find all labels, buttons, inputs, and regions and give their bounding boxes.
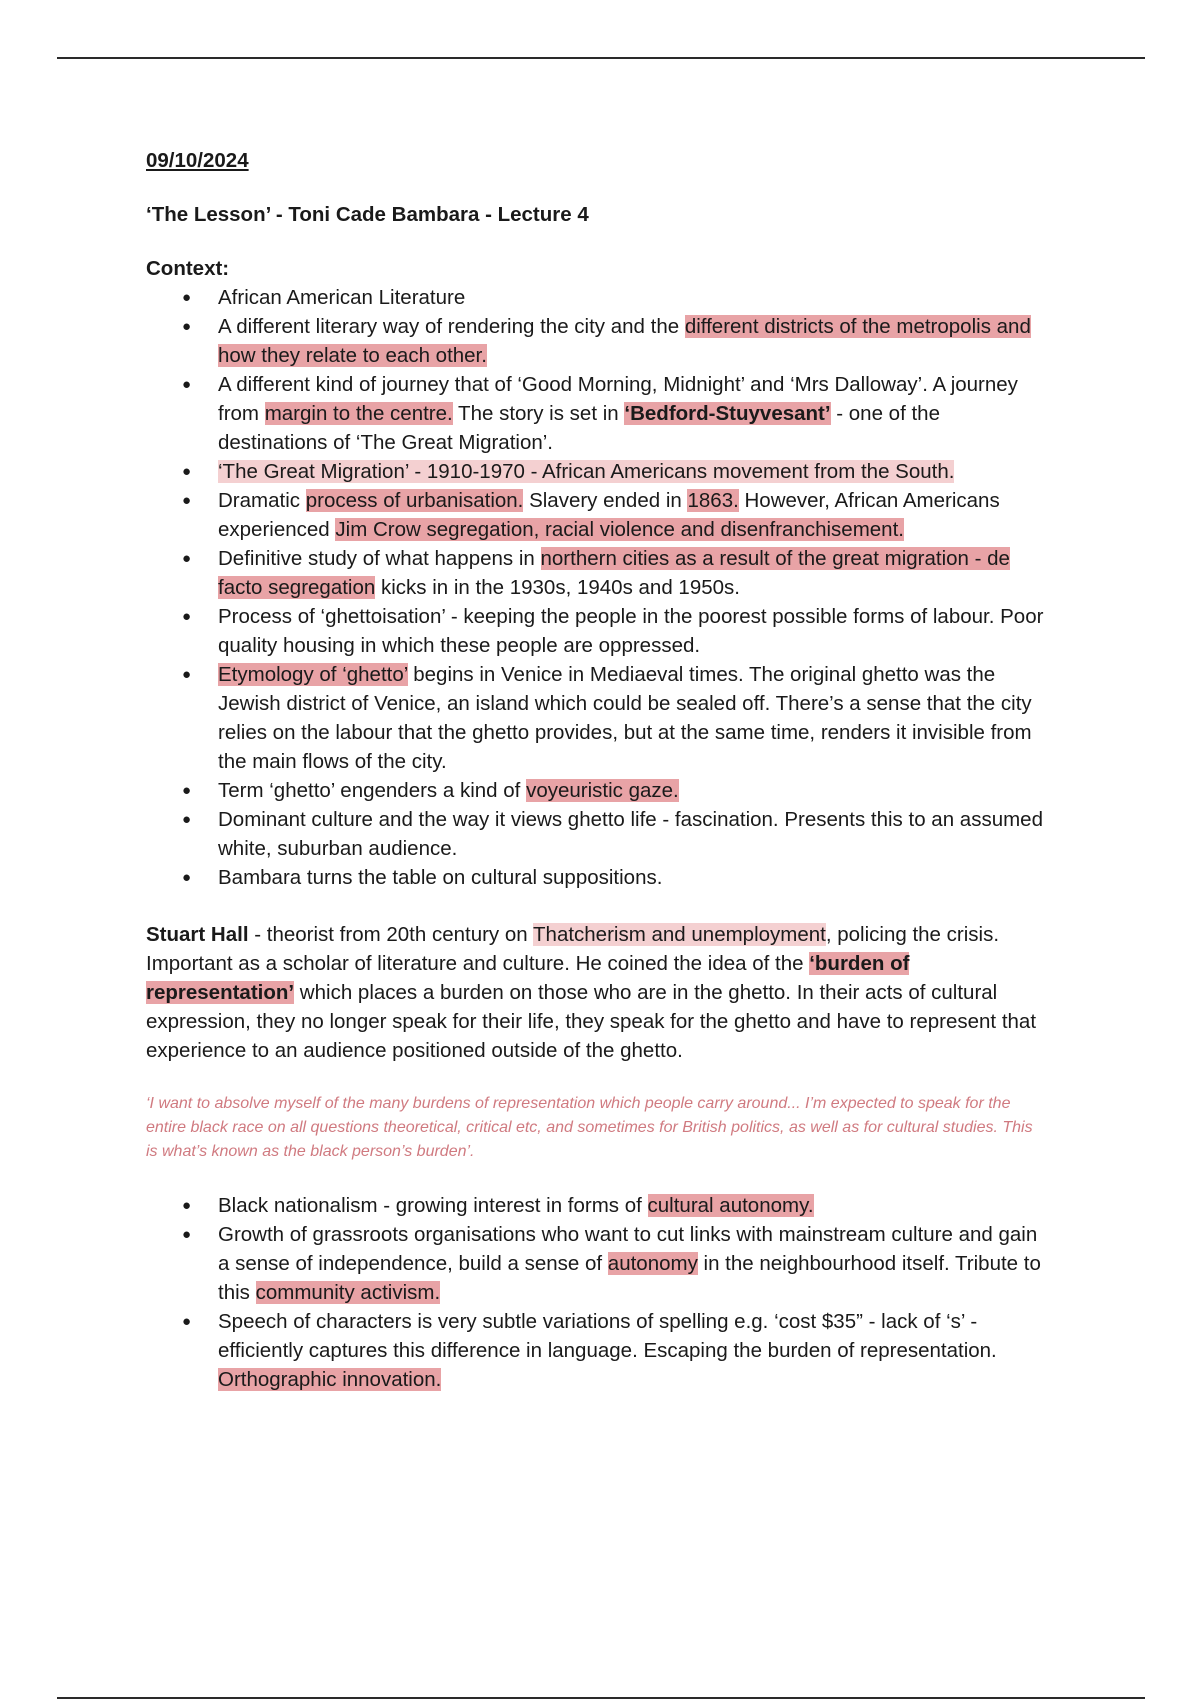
highlighted-text: process of urbanisation. xyxy=(305,489,524,512)
text-run: begins in Venice in Mediaeval times. The original ghetto was the Jewish district of Venice, an island which could be sealed off. There’s a sense that the city relies on the labour that the ghetto provides, but at the same time, renders it invisible from the main flows of the city. xyxy=(218,663,1032,773)
text-run: African American Literature xyxy=(218,286,466,309)
document-body xyxy=(146,146,1046,1394)
highlighted-text: autonomy xyxy=(607,1252,698,1275)
bullet-item xyxy=(218,486,1046,544)
bullet-item xyxy=(218,602,1046,660)
highlighted-text: different districts of the metropolis and how they relate to each other. xyxy=(218,315,1031,367)
text-run: Growth of grassroots organisations who want to cut links with mainstream culture and gain a sense of independence, build a sense of xyxy=(218,1223,1038,1275)
text-run: A different literary way of rendering the city and the xyxy=(218,315,685,338)
document-title: ‘The Lesson’ - Toni Cade Bambara - Lecture 4 xyxy=(146,203,589,226)
highlighted-text: Jim Crow segregation, racial violence and disenfranchisement. xyxy=(335,518,904,541)
highlighted-text: cultural autonomy. xyxy=(647,1194,814,1217)
text-run: Process of ‘ghettoisation’ - keeping the people in the poorest possible forms of labour. Poor quality housing in which these people are oppressed. xyxy=(218,605,1044,657)
bullet-item xyxy=(218,776,1046,805)
bullet-item xyxy=(218,457,1046,486)
text-run: Dramatic xyxy=(218,489,306,512)
highlighted-text: margin to the centre. xyxy=(264,402,453,425)
text-run: Bambara turns the table on cultural suppositions. xyxy=(218,866,663,889)
text-run: A different kind of journey that of ‘Good Morning, Midnight’ and ‘Mrs Dalloway’. A journey from xyxy=(218,373,1018,425)
context-list xyxy=(146,283,1046,892)
highlighted-text: ‘Bedford-Stuyvesant’ xyxy=(624,402,831,425)
bullet-item xyxy=(218,863,1046,892)
highlighted-text: northern cities as a result of the great migration - de facto segregation xyxy=(218,547,1010,599)
text-run: Dominant culture and the way it views ghetto life - fascination. Presents this to an assumed white, suburban audience. xyxy=(218,808,1043,860)
bullet-item xyxy=(218,283,1046,312)
highlighted-text: Orthographic innovation. xyxy=(218,1368,442,1391)
hall-quote: ‘I want to absolve myself of the many burdens of representation which people carry around... I’m expected to speak for the entire black race on all questions theoretical, critical etc, and sometimes for British politics, as well as for cultural studies. This is what’s known as the black person’s burden’. xyxy=(146,1095,1033,1160)
bullet-item xyxy=(218,312,1046,370)
bullet-item xyxy=(218,1307,1046,1394)
bullet-item xyxy=(218,805,1046,863)
text-run: Definitive study of what happens in xyxy=(218,547,541,570)
text-run: Black nationalism - growing interest in forms of xyxy=(218,1194,648,1217)
context-heading: Context: xyxy=(146,257,230,280)
bullet-item xyxy=(218,544,1046,602)
text-run: Term ‘ghetto’ engenders a kind of xyxy=(218,779,527,802)
top-rule xyxy=(57,57,1145,59)
bullet-item xyxy=(218,370,1046,457)
text-run: The story is set in xyxy=(452,402,625,425)
document-date: 09/10/2024 xyxy=(146,149,249,172)
text-run: which places a burden on those who are in the ghetto. In their acts of cultural expression, they no longer speak for their life, they speak for the ghetto and have to represent that experience to an audience positioned outside of the ghetto. xyxy=(146,981,1037,1062)
text-run: Slavery ended in xyxy=(523,489,688,512)
text-run: - one of the destinations of ‘The Great Migration’. xyxy=(218,402,940,454)
bullet-item xyxy=(218,1191,1046,1220)
text-run: - theorist from 20th century on xyxy=(248,923,534,946)
highlighted-text: ‘The Great Migration’ - 1910-1970 - African Americans movement from the South. xyxy=(218,460,955,483)
bullet-item xyxy=(218,660,1046,776)
nationalism-list xyxy=(146,1191,1046,1394)
text-run: Speech of characters is very subtle variations of spelling e.g. ‘cost $35” - lack of ‘s’ - efficiently captures this difference in language. Escaping the burden of representation. xyxy=(218,1310,997,1362)
bottom-rule xyxy=(57,1697,1145,1699)
highlighted-text: community activism. xyxy=(255,1281,441,1304)
highlighted-text: 1863. xyxy=(687,489,739,512)
text-run: However, African Americans experienced xyxy=(218,489,1000,541)
stuart-hall-paragraph xyxy=(146,920,1046,1065)
text-run: , policing the crisis. Important as a scholar of literature and culture. He coined the idea of the xyxy=(146,923,1000,975)
text-run: kicks in in the 1930s, 1940s and 1950s. xyxy=(375,576,740,599)
highlighted-text: Etymology of ‘ghetto’ xyxy=(218,663,408,686)
text-run: in the neighbourhood itself. Tribute to this xyxy=(218,1252,1041,1304)
bold-text: Stuart Hall xyxy=(146,923,249,946)
highlighted-text: Thatcherism and unemployment xyxy=(533,923,826,946)
highlighted-text: ‘burden of representation’ xyxy=(146,952,910,1004)
bullet-item xyxy=(218,1220,1046,1307)
highlighted-text: voyeuristic gaze. xyxy=(526,779,679,802)
